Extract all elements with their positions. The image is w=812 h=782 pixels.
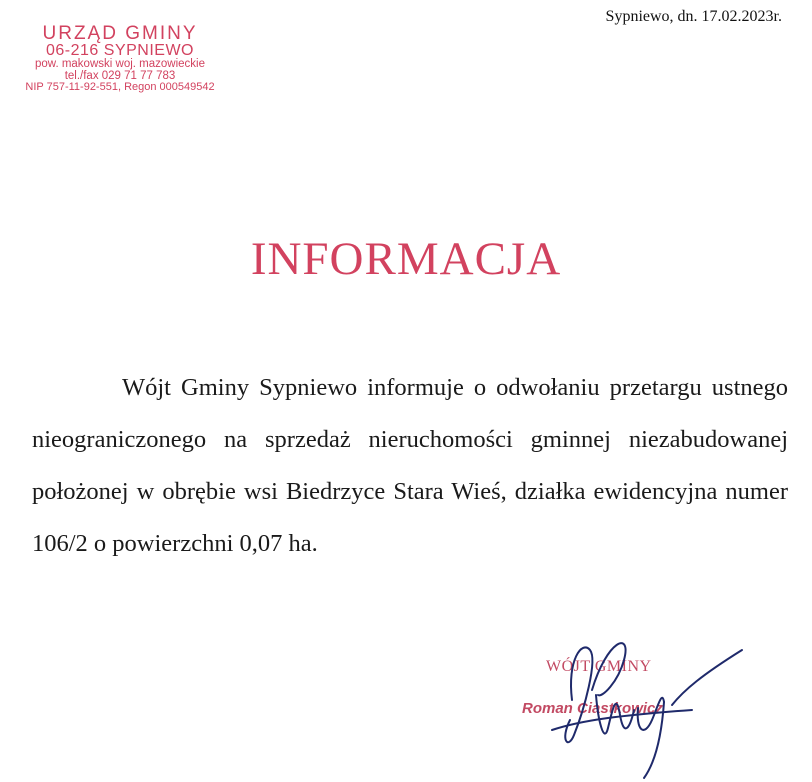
document-title: INFORMACJA xyxy=(250,233,562,285)
document-date: Sypniewo, dn. 17.02.2023r. xyxy=(605,8,782,25)
handwritten-signature-icon xyxy=(512,620,752,780)
body-text-content: Wójt Gminy Sypniewo informuje o odwołaniu przetargu ustnego nieograniczonego na sprzedaż nieruchomości gminnej niezabudowanej położonej w obrębie wsi Biedrzyce Stara Wieś, działka ewidencyjna numer 106/2 o powierzchni 0,07 ha. xyxy=(32,374,788,557)
stamp-line-phone: tel./fax 029 71 77 783 xyxy=(64,69,176,82)
stamp-line-office: URZĄD GMINY xyxy=(42,23,198,44)
stamp-line-postal: 06-216 SYPNIEWO xyxy=(46,42,194,59)
signature-block xyxy=(512,620,752,780)
office-stamp xyxy=(6,24,234,93)
document-body xyxy=(32,362,788,570)
signature-stamp-name: Roman Ciastkowicz xyxy=(522,700,663,717)
stamp-line-region: pow. makowski woj. mazowieckie xyxy=(34,58,205,70)
stamp-line-ids: NIP 757-11-92-551, Regon 000549542 xyxy=(25,81,215,93)
signature-stamp-title: WÓJT GMINY xyxy=(546,658,652,675)
